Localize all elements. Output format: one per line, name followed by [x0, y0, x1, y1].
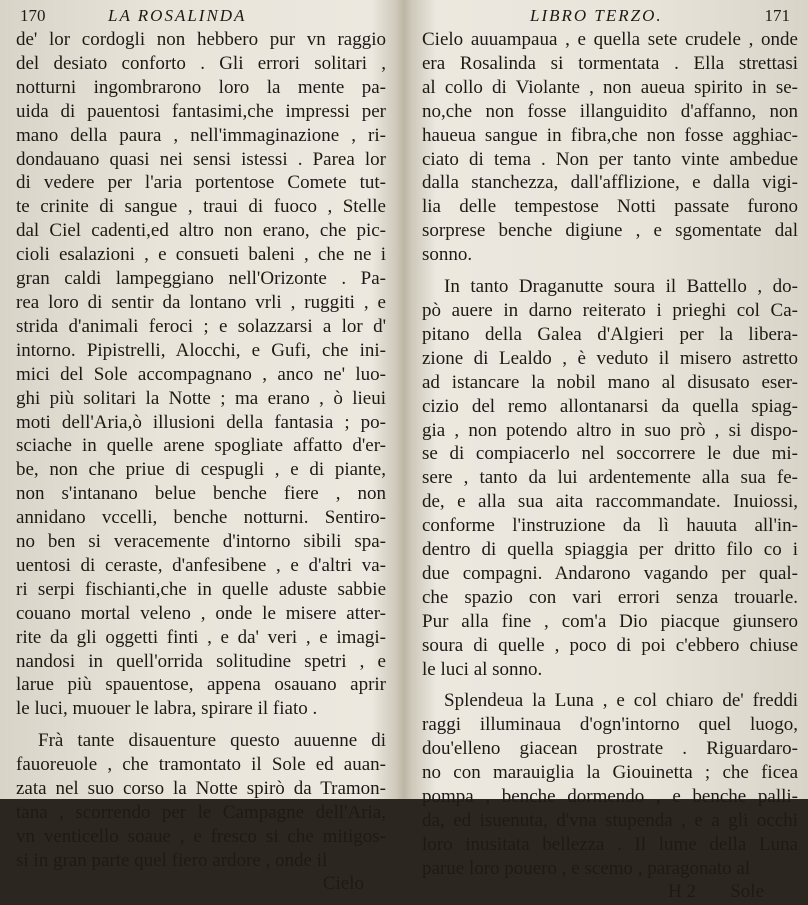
left-text-line: intorno. Pipistrelli, Alocchi, e Gufi, che ini- [16, 339, 386, 361]
left-text-line: mici del Sole accompagnano , anco ne' luo- [16, 363, 386, 385]
left-text-line: notturni ingombrarono loro la mente pa- [16, 76, 386, 98]
right-text-line: sorprese benche digiune , e sgomentate dal [422, 220, 798, 242]
right-text-line: loro inusitata bellezza . Il lume della Luna [422, 833, 798, 855]
right-page [404, 0, 808, 902]
left-text-line: annidano vccelli, benche notturni. Sentiro- [16, 507, 386, 529]
right-catchword: Sole [730, 880, 764, 902]
left-text-line: uentosi di ceraste, d'anfesibene , e d'altri va- [16, 554, 386, 576]
right-text-line: due compagni. Andarono vagando per qual- [422, 562, 798, 584]
right-running-head [422, 6, 798, 28]
left-text-line: sciache in quelle arene spogliate affatto d'er- [16, 435, 386, 457]
right-text-line: de, e alla sua aita raccommandate. Inuiossi, [422, 491, 798, 513]
left-text-line: tana , scorrendo per le Campagne dell'Aria, [16, 802, 386, 823]
left-running-title: LA ROSALINDA [108, 6, 247, 25]
left-text-line: di vedere per l'aria portentose Comete tut- [16, 172, 386, 194]
right-text-line: pitano della Galea d'Algieri per la libera- [422, 323, 798, 345]
right-text-line: gia , non potendo altro in suo prò , si dispo- [422, 419, 798, 441]
right-page-number: 171 [764, 6, 790, 25]
left-text-line: rite da gli oggetti finti , e da' veri , e imagi- [16, 626, 386, 648]
right-text-line: era Rosalinda si tormentata . Ella strettasi [422, 52, 798, 74]
left-text-line: ri serpi fischianti,che in quelle aduste sabbie [16, 578, 386, 600]
right-text-line: sere , tanto da lui ardentemente alla sua fe- [422, 467, 798, 489]
right-page-body [422, 28, 798, 881]
right-text-line: sonno. [422, 244, 473, 266]
right-text-line: parue loro pouero , e scemo , paragonato al [422, 857, 751, 879]
left-text-line: ghi più solitari la Notte ; ma erano , ò lieui [16, 387, 386, 409]
left-text-line: dondauano quasi nei sensi istessi . Parea lor [16, 148, 386, 170]
right-text-line: pò auere in darno reiterato i prieghi col Ca- [422, 299, 798, 321]
right-text-line: cizio del remo allontanarsi da quella spiag- [422, 395, 798, 417]
right-text-line: lia delle tempestose Notti passate furono [422, 196, 798, 218]
right-text-line: dentro di quella spiaggia per dritto filo co i [422, 539, 798, 561]
right-text-line: le luci al sonno. [422, 658, 543, 680]
right-text-line: soura di quelle , poco di poi c'ebbero chiuse [422, 634, 798, 656]
left-text-line: de' lor cordogli non hebbero pur vn raggio [16, 29, 386, 50]
right-text-line: Pur alla fine , com'a Dio piacque giunsero [422, 610, 798, 632]
right-text-line: raggi illuminaua d'ogn'intorno quel luogo, [422, 714, 798, 736]
right-text-line: ciato di tema . Non per tanto vinte ambedue [422, 148, 798, 170]
left-text-line: gran caldi lampeggiano nell'Orizonte . Pa- [16, 268, 386, 290]
right-text-line: In tanto Draganutte soura il Battello , do- [444, 276, 798, 298]
right-text-line: haueua sangue in fibra,che non fosse agghiac- [422, 124, 798, 146]
right-text-line: ad istancare la nobil mano al disusato eser- [422, 371, 798, 393]
right-text-line: zione di Lealdo , è veduto il misero astretto [422, 347, 798, 369]
right-text-line: da, ed isuenuta, d'vna stupenda , e a gli occhi [422, 810, 798, 831]
left-running-head [16, 6, 386, 28]
right-text-line: dou'elleno giacean prostrate . Riguardaro- [422, 738, 798, 760]
left-text-line: Frà tante disauenture questo auuenne di [38, 730, 386, 752]
left-page [0, 0, 400, 894]
left-text-line: fauoreuole , che tramontato il Sole ed auan- [16, 754, 386, 776]
right-text-line: che spazio con vari errori senza trouarle. [422, 586, 798, 608]
left-text-line: del desiato conforto . Gli errori solitari , [16, 52, 386, 74]
left-page-body [16, 28, 386, 873]
left-text-line: vn venticello soaue , e fresco si che mitigos- [16, 825, 386, 847]
left-text-line: larue più spauentose, appena osauano aprir [16, 674, 386, 696]
right-signature-mark: H 2 [668, 880, 696, 902]
right-text-line: Cielo auuampaua , e quella sete crudele , onde [422, 29, 798, 50]
left-page-number: 170 [20, 6, 46, 25]
left-text-line: moti dell'Aria,ò illusioni della fantasia ; po- [16, 411, 386, 433]
right-text-line: dalla stanchezza, dall'afflizione, e dalla vigi- [422, 172, 798, 194]
left-text-line: le luci, muouer le labra, spirare il fiato . [16, 698, 318, 720]
left-text-line: zata nel suo corso la Notte spirò da Tramon- [16, 778, 386, 800]
left-text-line: uida di pauentosi fantasimi,che impressi per [16, 100, 386, 122]
left-text-line: mano della paura , nell'immaginazione , ri- [16, 124, 386, 146]
left-text-line: couano mortal veleno , onde le misere atter- [16, 602, 386, 624]
right-text-line: al collo di Violante , non aueua spirito in se- [422, 76, 798, 98]
left-text-line: be, non che priue di cespugli , e di piante, [16, 459, 386, 481]
left-text-line: no ben si veracemente d'intorno sibili spa- [16, 531, 386, 553]
right-text-line: pompa , benche dormendo , e benche palli- [422, 786, 798, 808]
left-catchword: Cielo [322, 872, 364, 894]
left-text-line: cioli esalazioni , e consueti baleni , che ne i [16, 244, 386, 266]
left-text-line: te crinite di sangue , traui di fuoco , Stelle [16, 196, 386, 218]
right-text-line: no con marauiglia la Giouinetta ; che ficea [422, 762, 798, 784]
left-text-line: nandosi in quell'orrida solitudine spetri , e [16, 650, 386, 672]
left-text-line: non s'intanano belue benche fiere , non [16, 483, 386, 505]
left-text-line: strida d'animali feroci ; e solazzarsi a lor d' [16, 315, 386, 337]
left-text-line: si in gran parte quel fiero ardore , onde il [16, 849, 328, 871]
right-text-line: Splendeua la Luna , e col chiaro de' freddi [444, 690, 798, 712]
right-text-line: no,che non fosse illanguidito d'affanno, non [422, 100, 798, 122]
right-text-line: se di compiacerlo nel soccorrere le due mi- [422, 443, 798, 465]
left-text-line: dal Ciel cadenti,ed altro non erano, che pic- [16, 220, 386, 242]
left-text-line: rea loro di sentir da lontano vrli , ruggiti , e [16, 291, 386, 313]
right-running-title: LIBRO TERZO. [530, 6, 663, 25]
right-text-line: conforme l'instruzione da lì hauuta all'in- [422, 515, 798, 537]
